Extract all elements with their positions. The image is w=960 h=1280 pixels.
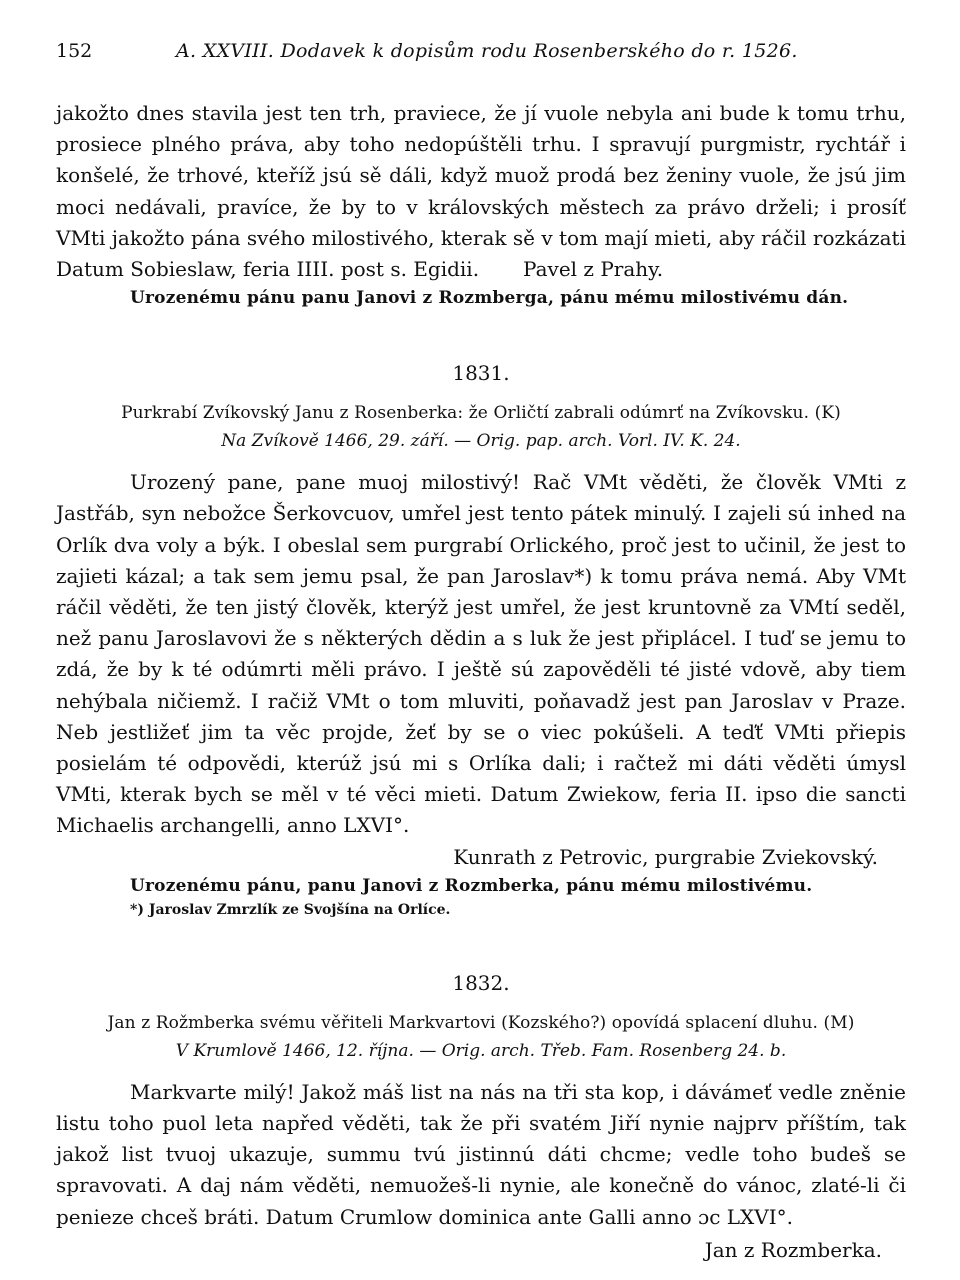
page-number: 152	[56, 40, 93, 62]
letter-1832	[56, 971, 906, 1266]
letter-body: Markvarte milý! Jakož máš list na nás na tři sta kop, i dávámeť vedle zněnie listu toho puol leta napřed věděti, tak že při svatém Jiří nynie najprv příštím, tak jakož list tvuoj ukazuje, summu tvú jistinnú dáti chcme; vedle toho budeš se spravovati. A daj nám věděti, nemuožeš-li nynie, ale konečně do vánoc, zlaté-li či penieze chceš bráti. Datum Crumlow dominica ante Galli anno ɔc LXVI°.	[56, 1079, 906, 1229]
letter-body	[56, 98, 906, 285]
letter-source: Na Zvíkově 1466, 29. září. — Orig. pap. arch. Vorl. IV. K. 24.	[221, 431, 741, 452]
letter-number: 1831.	[452, 361, 510, 386]
letter-address: Urozenému pánu panu Janovi z Rozmberga, pánu mému milostivému dán.	[130, 288, 849, 309]
running-title: A. XXVIII. Dodavek k dopisům rodu Rosenberského do r. 1526.	[176, 40, 798, 62]
letter-body-text: jakožto dnes stavila jest ten trh, praviece, že jí vuole nebyla ani bude k tomu trhu, prosiece plného práva, aby toho nedopúštěli trhu. I spravují purgmistr, rychtář i konšelé, že trhové, kteříž jsú sě dáli, když muož prodá bez ženiny vuole, že jsú jim moci nedávali, pravíce, že by to v královských městech za právo drželi; i prosíť VMti jakožto pána svého milostivého, kterak sě v tom mají mieti, aby ráčil rozkázati Datum Sobieslaw, feria IIII. post s. Egidii.	[56, 101, 906, 282]
document-page	[56, 40, 906, 1260]
letter-signature: Pavel z Prahy.	[523, 257, 664, 282]
footnote: *) Jaroslav Zmrzlík ze Svojšína na Orlíce.	[130, 901, 451, 918]
letter-signature: Kunrath z Petrovic, purgrabie Zviekovský.	[453, 844, 878, 869]
letter-address: Urozenému pánu, panu Janovi z Rozmberka, pánu mému milostivému.	[130, 875, 813, 896]
running-head	[56, 40, 906, 78]
letter-regest: Purkrabí Zvíkovský Janu z Rosenberka: že Orličtí zabrali odúmrť na Zvíkovsku. (K)	[121, 403, 841, 424]
letter-1831	[56, 361, 906, 921]
letter-source: V Krumlově 1466, 12. října. — Orig. arch. Třeb. Fam. Rosenberg 24. b.	[175, 1040, 787, 1061]
letter-signature: Jan z Rozmberka.	[704, 1237, 882, 1262]
letter-regest: Jan z Rožmberka svému věřiteli Markvartovi (Kozského?) opovídá splacení dluhu. (M)	[107, 1012, 855, 1033]
letter-body: Urozený pane, pane muoj milostivý! Rač VMt věděti, že člověk VMti z Jastřáb, syn nebožce Šerkovcuov, umřel jest tento pátek minulý. I zajeli sú inhed na Orlík dva voly a býk. I obeslal sem purgrabí Orlického, proč jest to učinil, že jest to zajieti kázal; a tak sem jemu psal, že pan Jaroslav*) k tomu práva nemá. Aby VMt ráčil věděti, že ten jistý člověk, kterýž jest umřel, že jest kruntovně za VMtí seděl, než panu Jaroslavovi že s některých dědin a s luk že jest připlácel. I tuď se jemu to zdá, že by k té odúmrti měli právo. I ještě sú zapověděli té jisté vdově, aby tiem nehýbala ničiemž. I račiž VMt o tom mluviti, poňavadž jest pan Jaroslav v Praze. Neb jestližeť jim ta věc projde, žeť by se o viec pokúšeli. A teďť VMti přiepis posielám té odpovědi, kterúž jsú mi s Orlíka dali; i račtež mi dáti věděti úmysl VMti, kterak bych se měl v té věci mieti. Datum Zwiekow, feria II. ipso die sancti Michaelis archangelli, anno LXVI°.	[56, 470, 906, 838]
letter-number: 1832.	[452, 970, 510, 995]
previous-letter	[56, 98, 906, 311]
